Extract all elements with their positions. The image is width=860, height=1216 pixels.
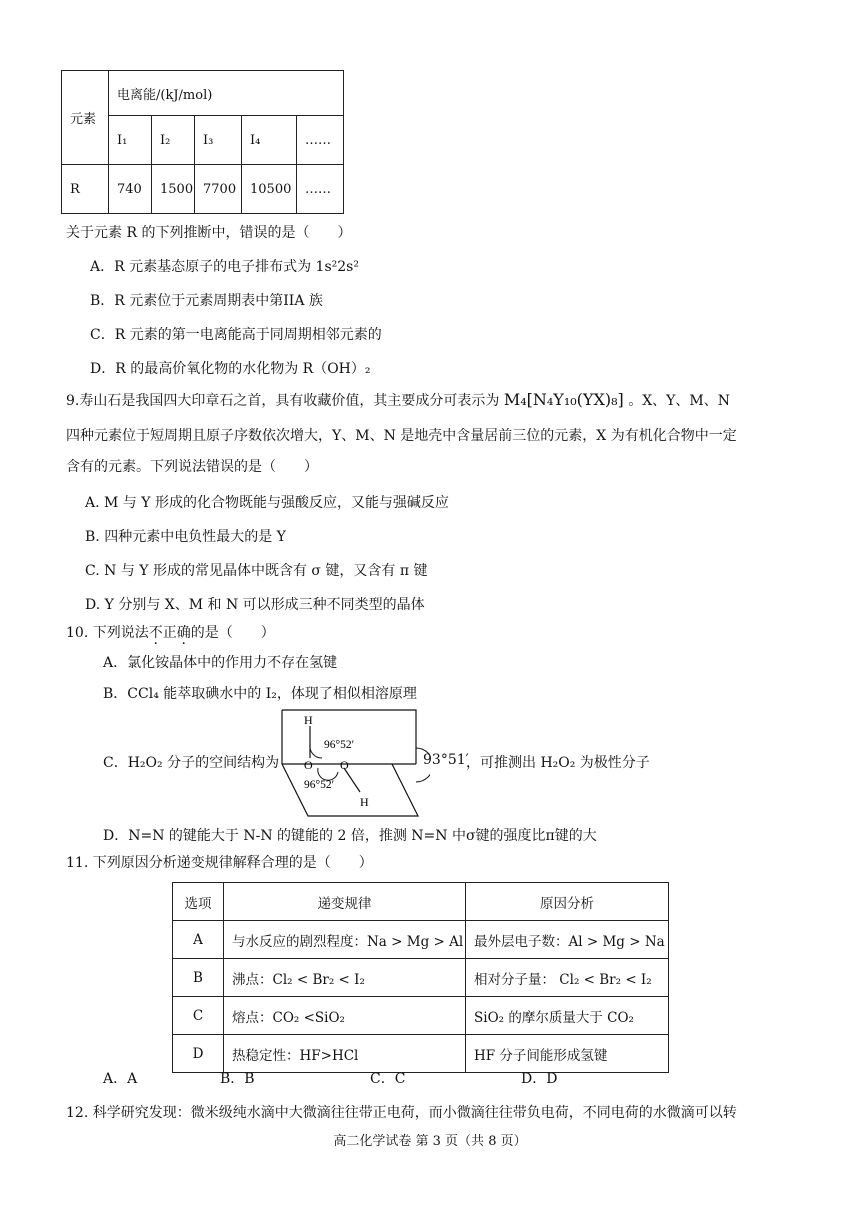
q9-stem-post: 。X、Y、M、N — [628, 393, 730, 409]
table-cell: B — [173, 959, 224, 997]
table-row-label: R — [62, 165, 109, 214]
fig-angle3-label: 93°51′ — [423, 752, 469, 768]
table-cell: 740 — [109, 165, 152, 214]
q10-option-b: B．CCl₄ 能萃取碘水中的 I₂，体现了相似相溶原理 — [103, 686, 417, 702]
table-col-i1: I₁ — [109, 116, 152, 165]
fig-h-top-label: H — [304, 713, 313, 727]
table-cell: 熔点：CO₂ <SiO₂ — [224, 997, 466, 1035]
q8-option-c: C．R 元素的第一电离能高于同周期相邻元素的 — [90, 327, 382, 343]
table-cell: SiO₂ 的摩尔质量大于 CO₂ — [466, 997, 669, 1035]
q9-stem-line2: 四种元素位于短周期且原子序数依次增大，Y、M、N 是地壳中含量居前三位的元素，X 为有机化合物中一定 — [66, 428, 737, 444]
table-cell: 7700 — [195, 165, 242, 214]
q9-stem-line3: 含有的元素。下列说法错误的是（ ） — [66, 459, 318, 475]
table-header-energy: 电离能/(kJ/mol) — [109, 71, 344, 116]
q11-header-rule: 递变规律 — [224, 883, 466, 921]
q11-stem: 11. 下列原因分析递变规律解释合理的是（ ） — [66, 855, 373, 871]
page-footer: 高二化学试卷 第 3 页（共 8 页） — [333, 1134, 527, 1149]
table-cell: 1500 — [152, 165, 195, 214]
q11-option-a: A．A — [103, 1071, 138, 1087]
table-col-i3: I₃ — [195, 116, 242, 165]
q10-stem-post: 的是（ ） — [190, 625, 275, 641]
q10-emph-char: 确 — [176, 625, 191, 641]
q9-stem-line1 — [66, 390, 730, 410]
q10-emph-char: 不 — [148, 625, 163, 641]
q12-stem-line1: 12. 科学研究发现：微米级纯水滴中大微滴往往带正电荷，而小微滴往往带负电荷，不同电荷的水微滴可以转 — [66, 1105, 737, 1121]
q9-option-c: C. N 与 Y 形成的常见晶体中既含有 σ 键，又含有 π 键 — [85, 563, 428, 579]
q8-option-a: A．R 元素基态原子的电子排布式为 1s²2s² — [90, 259, 359, 275]
table-col-i2: I₂ — [152, 116, 195, 165]
table-cell: D — [173, 1035, 224, 1073]
q10-option-c-pre: C．H₂O₂ 分子的空间结构为 — [103, 755, 280, 771]
table-cell: 10500 — [242, 165, 297, 214]
table-col-i4: I₄ — [242, 116, 297, 165]
q11-header-option: 选项 — [173, 883, 224, 921]
fig-o1-label: O — [304, 758, 313, 772]
q8-stem: 关于元素 R 的下列推断中，错误的是（ ） — [66, 225, 352, 241]
table-cell: A — [173, 921, 224, 959]
fig-angle2-label: 96°52′ — [304, 779, 335, 791]
table-cell: 热稳定性：HF>HCl — [224, 1035, 466, 1073]
h2o2-structure-diagram — [270, 706, 430, 822]
table-cell: …… — [297, 165, 344, 214]
table-cell: HF 分子间能形成氢键 — [466, 1035, 669, 1073]
q9-stem-pre: 9.寿山石是我国四大印章石之首，具有收藏价值，其主要成分可表示为 — [66, 393, 500, 409]
fig-o2-label: O — [340, 758, 349, 772]
q10-option-c-post: ，可推测出 H₂O₂ 为极性分子 — [466, 755, 650, 771]
table-cell: 与水反应的剧烈程度：Na > Mg > Al — [224, 921, 466, 959]
q11-option-b: B．B — [220, 1071, 255, 1087]
table-header-element: 元素 — [62, 71, 109, 165]
q9-formula: M₄[N₄Y₁₀(YX)₈] — [503, 390, 624, 409]
table-cell: 相对分子量： Cl₂ < Br₂ < I₂ — [466, 959, 669, 997]
table-cell: 最外层电子数：Al > Mg > Na — [466, 921, 669, 959]
q9-option-b: B. 四种元素中电负性最大的是 Y — [85, 529, 286, 545]
q11-option-c: C．C — [370, 1071, 406, 1087]
q11-header-reason: 原因分析 — [466, 883, 669, 921]
q8-option-d: D．R 的最高价氧化物的水化物为 R（OH）₂ — [90, 361, 371, 377]
q10-option-a: A．氯化铵晶体中的作用力不存在氢键 — [103, 655, 338, 671]
fig-h-bottom-label: H — [360, 795, 369, 809]
fig-angle1-label: 96°52′ — [324, 739, 355, 751]
q10-stem — [66, 622, 275, 642]
table-cell: 沸点：Cl₂ < Br₂ < I₂ — [224, 959, 466, 997]
q11-option-d: D．D — [521, 1071, 558, 1087]
table-col-more: …… — [297, 116, 344, 165]
q11-table — [172, 882, 669, 1073]
ionization-energy-table — [61, 70, 344, 214]
q10-option-d: D．N=N 的键能大于 N-N 的键能的 2 倍，推测 N=N 中σ键的强度比π键的大 — [103, 828, 597, 844]
q10-stem-pre: 10. 下列说法 — [66, 625, 149, 641]
q8-option-b: B．R 元素位于元素周期表中第IIA 族 — [90, 293, 323, 309]
q10-stem-mid: 正 — [162, 625, 177, 641]
q9-option-d: D. Y 分别与 X、M 和 N 可以形成三种不同类型的晶体 — [85, 597, 425, 613]
table-cell: C — [173, 997, 224, 1035]
q9-option-a: A. M 与 Y 形成的化合物既能与强酸反应，又能与强碱反应 — [85, 495, 449, 511]
